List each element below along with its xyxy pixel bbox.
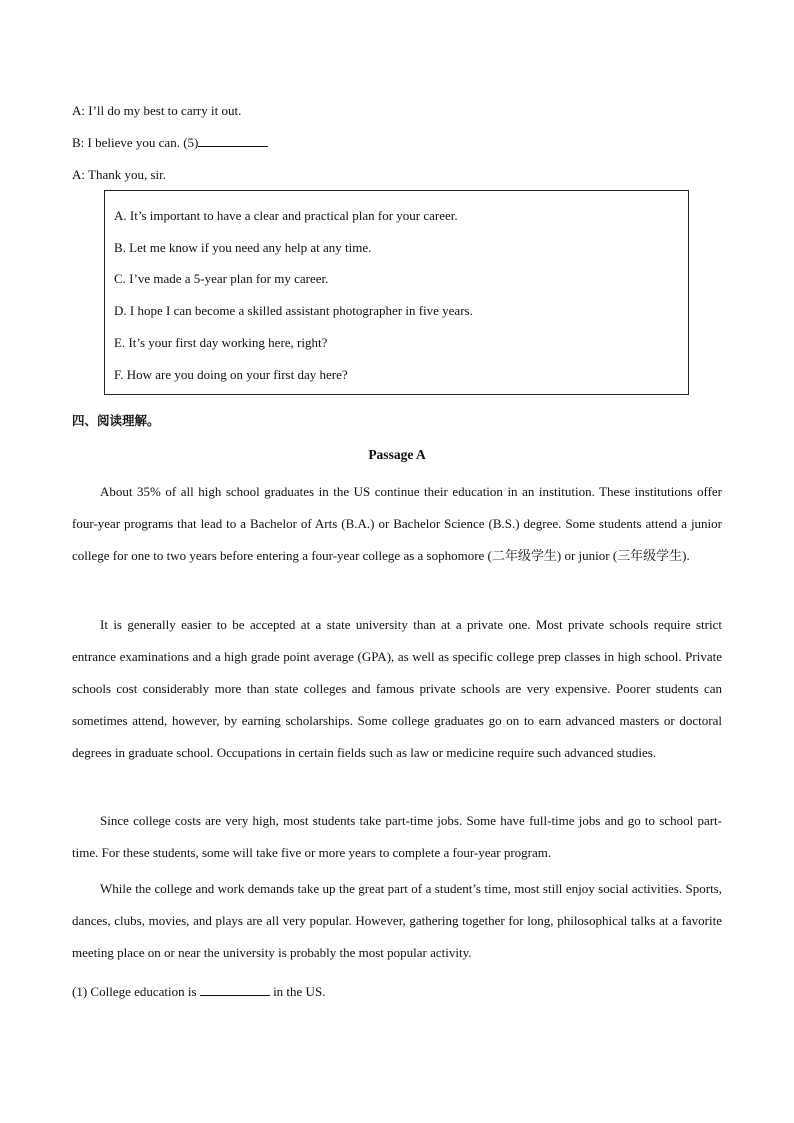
dialogue-line-3 [72, 167, 166, 183]
speaker: A: [72, 103, 85, 118]
answer-blank[interactable] [198, 135, 268, 147]
option-e: E. It’s your first day working here, right? [114, 335, 328, 350]
section-heading: 四、阅读理解。 [72, 413, 160, 428]
paragraph-3: Since college costs are very high, most students take part-time jobs. Some have full-time jobs and go to school part-time. For these students, some will take five or more years to complete a four-year program. [72, 813, 722, 860]
paragraph-1: About 35% of all high school graduates in the US continue their education in an institution. These institutions offer four-year programs that lead to a Bachelor of Arts (B.A.) or Bachelor Science (B.S.) degree. Some students attend a junior college for one to two years before entering a four-year college as a sophomore (二年级学生) or junior (三年级学生). [72, 484, 722, 563]
option-c: C. I’ve made a 5-year plan for my career. [114, 271, 329, 286]
options-box [104, 190, 689, 395]
speaker: B: [72, 135, 85, 150]
speaker: A: [72, 167, 85, 182]
dialogue-line-1 [72, 103, 241, 119]
dialogue-text: I believe you can. (5) [87, 135, 199, 150]
paragraph-2: It is generally easier to be accepted at a state university than at a private one. Most private schools require strict entrance examinations and a high grade point average (GPA), as well as specific college prep classes in high school. Private schools cost considerably more than state colleges and famous private schools are very expensive. Poorer students can sometimes attend, however, by earning scholarships. Some college graduates go on to earn advanced masters or doctoral degrees in graduate school. Occupations in certain fields such as law or medicine require such advanced studies. [72, 617, 722, 760]
dialogue-text: Thank you, sir. [88, 167, 167, 182]
question-text-after: in the US. [273, 984, 326, 999]
dialogue-text: I’ll do my best to carry it out. [88, 103, 242, 118]
paragraph-4: While the college and work demands take up the great part of a student’s time, most still enjoy social activities. Sports, dances, clubs, movies, and plays are all very popular. However, gathering together for long, philosophical talks at a favorite meeting place on or near the university is probably the most popular activity. [72, 881, 722, 960]
option-b: B. Let me know if you need any help at any time. [114, 240, 372, 255]
dialogue-line-2 [72, 135, 268, 151]
option-d: D. I hope I can become a skilled assistant photographer in five years. [114, 303, 473, 318]
question-text-before: (1) College education is [72, 984, 197, 999]
question-blank[interactable] [200, 984, 270, 996]
option-f: F. How are you doing on your first day here? [114, 367, 348, 382]
passage-title: Passage A [368, 447, 426, 462]
option-a: A. It’s important to have a clear and practical plan for your career. [114, 208, 458, 223]
question-1 [72, 984, 325, 1000]
